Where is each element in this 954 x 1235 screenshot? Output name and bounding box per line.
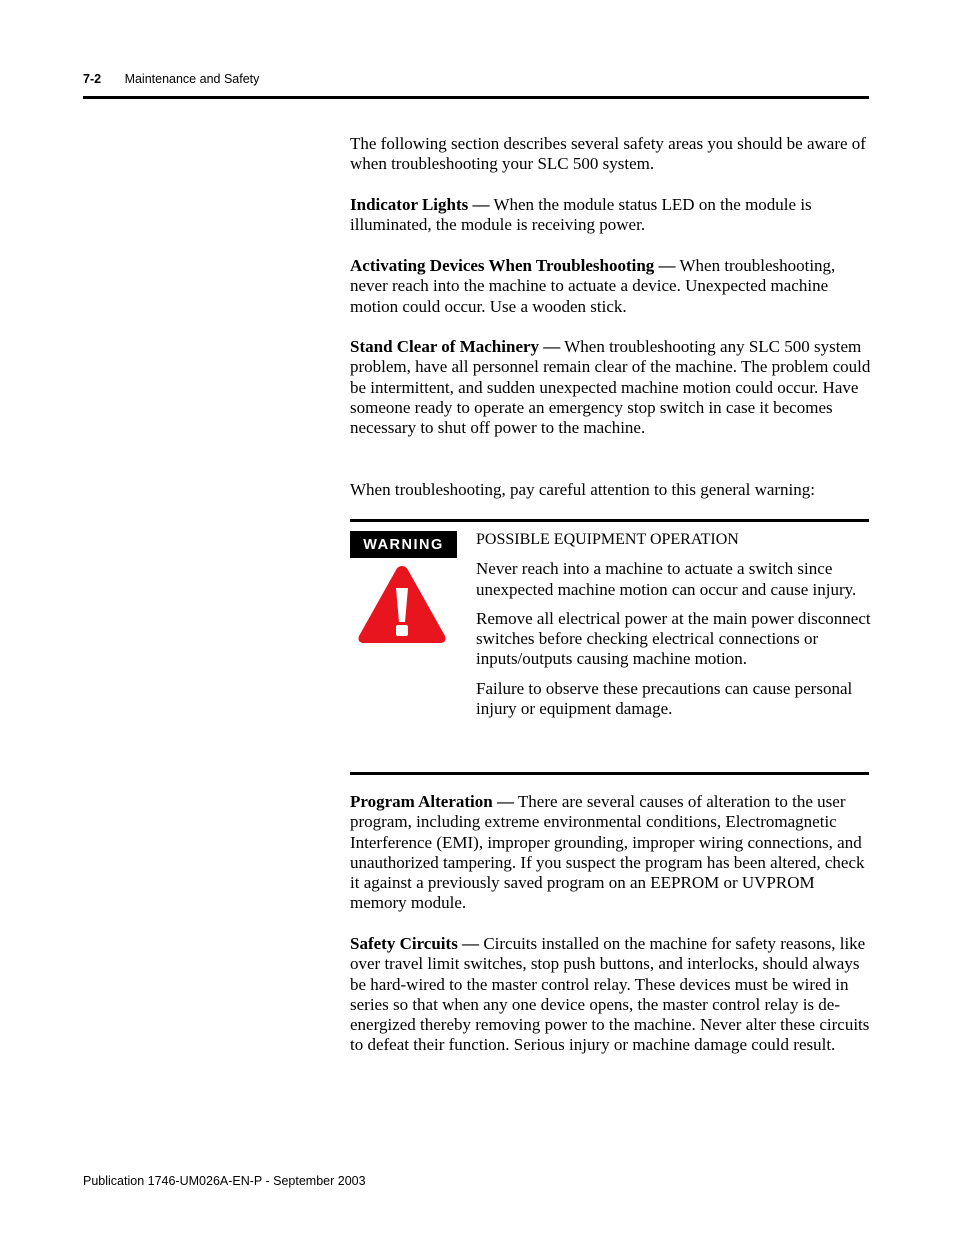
page-number: 7-2 xyxy=(83,72,102,86)
warning-paragraph: Remove all electrical power at the main power disconnect switches before checking electrical connections or inputs/outputs causing machine motion. xyxy=(476,608,871,669)
topic-text: When troubleshooting, never reach into the machine to actuate a device. Unexpected machine motion could occur. Use a wooden stick. xyxy=(350,256,836,316)
warning-badge: WARNING xyxy=(350,531,457,558)
intro-paragraph xyxy=(350,134,872,175)
topic-safety-circuits xyxy=(350,934,872,1056)
warning-top-rule xyxy=(350,519,869,522)
header-divider xyxy=(83,96,869,99)
topic-heading: Indicator Lights — xyxy=(350,195,490,214)
publication-footer: Publication 1746-UM026A-EN-P - September 2003 xyxy=(83,1174,366,1188)
warning-lead xyxy=(350,480,872,500)
topic-heading: Program Alteration — xyxy=(350,792,514,811)
warning-triangle-icon xyxy=(356,562,448,646)
warning-bottom-rule xyxy=(350,772,869,775)
section-title: Maintenance and Safety xyxy=(124,72,260,86)
topic-stand-clear xyxy=(350,337,872,438)
topic-indicator-lights xyxy=(350,195,872,236)
warning-exclamation-dot xyxy=(396,625,408,636)
warning-paragraph: Never reach into a machine to actuate a switch since unexpected machine motion can occur and cause injury. xyxy=(476,559,857,599)
warning-paragraph: Failure to observe these precautions can cause personal injury or equipment damage. xyxy=(476,678,853,719)
warning-content xyxy=(476,530,871,728)
topic-heading: Activating Devices When Troubleshooting — xyxy=(350,256,676,275)
topic-program-alteration xyxy=(350,792,872,914)
intro-text: The following section describes several safety areas you should be aware of when troubleshooting your SLC 500 system. xyxy=(350,134,866,174)
topic-text: There are several causes of alteration to the user program, including extreme environmental conditions, Electromagnetic Interference (EMI), improper grounding, improper wiring connections, and unauthorized tampering. If you suspect the program has been altered, check it against a previously saved program on an EEPROM or UVPROM memory module. xyxy=(350,792,865,913)
topic-heading: Safety Circuits — xyxy=(350,934,480,953)
topic-text: Circuits installed on the machine for safety reasons, like over travel limit switches, stop push buttons, and interlocks, should always be hard-wired to the master control relay. These devices must be wired in series so that when any one device opens, the master control relay is de-energized thereby removing power to the machine. Never alter these circuits to defeat their function. Serious injury or machine damage could result. xyxy=(350,934,870,1055)
topic-activating-devices xyxy=(350,256,872,317)
warning-lead-text: When troubleshooting, pay careful attention to this general warning: xyxy=(350,480,816,499)
topic-heading: Stand Clear of Machinery — xyxy=(350,337,561,356)
topic-text: When troubleshooting any SLC 500 system problem, have all personnel remain clear of the machine. The problem could be intermittent, and sudden unexpected machine motion could occur. Have someone ready to operate an emergency stop switch in case it becomes necessary to shut off power to the machine. xyxy=(350,337,871,438)
page-header xyxy=(83,72,259,86)
warning-title: POSSIBLE EQUIPMENT OPERATION xyxy=(476,531,739,548)
topic-text: When the module status LED on the module is illuminated, the module is receiving power. xyxy=(350,195,812,235)
